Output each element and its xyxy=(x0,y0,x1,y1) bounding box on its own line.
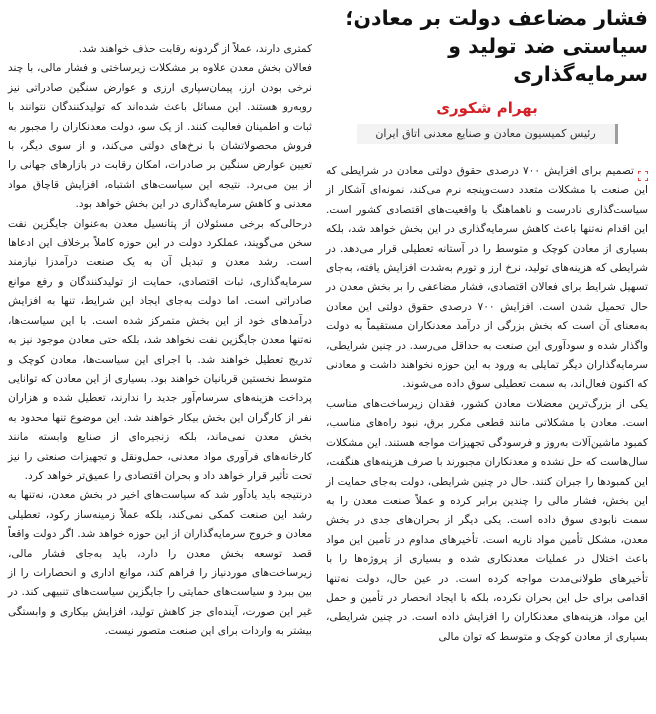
body-paragraph: فعالان بخش معدن علاوه بر مشکلات زیرساختی و فشار مالی، با چند نرخی بودن ارز، پیمان‌سپاری ارزی و عوارض سنگین صادراتی نیز روبه‌رو هستند. این مسائل باعث شده‌اند که تولیدکنندگان نتوانند با ثبات و اطمینان فعالیت کنند. از یک سو، دولت معدنکاران را مجبور به فروش محصولاتشان با نرخ‌های دولتی می‌کند، و از سوی دیگر، با تعیین عوارض سنگین بر صادرات، امکان رقابت در بازارهای جهانی را از بین می‌برد. نتیجه این سیاست‌های اشتباه، افزایش قاچاق مواد معدنی و کاهش سرمایه‌گذاری در این بخش خواهد بود. xyxy=(8,62,312,211)
headline xyxy=(326,4,648,88)
author-role: رئیس کمیسیون معادن و صنایع معدنی اتاق ایران xyxy=(357,124,618,144)
body-paragraph: کمتری دارند، عملاً از گردونه رقابت حذف خواهند شد. xyxy=(78,43,312,55)
headline-line-1: فشار مضاعف دولت بر معادن؛ xyxy=(345,6,648,30)
bracket-corner-icon xyxy=(638,166,648,176)
body-paragraph: یکی از بزرگ‌ترین معضلات معادن کشور، فقدان زیرساخت‌های مناسب است. معادن با مشکلاتی مانند قطعی مکرر برق، نبود راه‌های مناسب، کمبود ماشین‌آلات به‌روز و فرسودگی تجهیزات مواجه هستند. این مشکلات سال‌هاست که حل نشده و معدنکاران مجبورند با صرف هزینه‌های هنگفت، این کمبودها را جبران کنند. حال در چنین شرایطی، دولت به‌جای حمایت از این بخش، فشار مالی را چندین برابر کرده و عملاً صنعت معدن را به سمت نابودی سوق داده است. یکی دیگر از بحران‌های جدی در بخش معدن، مشکل تأمین مواد ناریه است. تأخیرهای مداوم در تأمین این مواد باعث اختلال در عملیات معدنکاری شده و بسیاری از پروژه‌ها را با تأخیرهای طولانی‌مدت مواجه کرده است. در عین حال، دولت نه‌تنها اقدامی برای حل این بحران نکرده، بلکه با ایجاد انحصار در تأمین و حمل این مواد، هزینه‌های معدنکاران را افزایش داده است. در چنین شرایطی، بسیاری از معادن کوچک و متوسط که توان مالی xyxy=(326,397,648,643)
headline-line-2: سیاستی ضد تولید و سرمایه‌گذاری xyxy=(448,34,648,86)
left-column xyxy=(8,40,312,642)
right-column-body xyxy=(326,162,648,647)
author-name: بهرام شکوری xyxy=(436,99,538,117)
body-paragraph: درحالی‌که برخی مسئولان از پتانسیل معدن به‌عنوان جایگزین نفت سخن می‌گویند، عملکرد دولت در این حوزه کاملاً برخلاف این ادعاها است. رشد معدن و تبدیل آن به یک صنعت درآمدزا نیازمند سرمایه‌گذاری، ثبات اقتصادی، حمایت از تولیدکنندگان و رفع موانع صادراتی است. اما دولت به‌جای ایجاد این شرایط، تنها به افزایش درآمدهای خود از این بخش متمرکز شده است. با این سیاست‌ها، نه‌تنها معدن جایگزین نفت نخواهد شد، بلکه حتی معادن موجود نیز به تدریج تعطیل خواهند شد. با اجرای این سیاست‌ها، معادن کوچک و متوسط نخستین قربانیان خواهند بود. بسیاری از این معادن که توانایی پرداخت هزینه‌های سرسام‌آور جدید را ندارند، تعطیل شده و هزاران نفر از کارگران این بخش بیکار خواهند شد. این موضوع تنها محدود به بخش معدن نمی‌ماند، بلکه زنجیره‌ای از صنایع وابسته مانند کارخانه‌های فرآوری مواد معدنی، حمل‌ونقل و تجهیزات صنعتی را نیز تحت تأثیر قرار خواهد داد و بحران اقتصادی را عمیق‌تر خواهد کرد. xyxy=(8,217,312,482)
body-paragraph: درنتیجه باید یادآور شد که سیاست‌های اخیر در بخش معدن، نه‌تنها به رشد این صنعت کمکی نمی‌کند، بلکه عملاً زمینه‌ساز رکود، تعطیلی معادن و خروج سرمایه‌گذاران از این حوزه خواهد شد. اگر دولت واقعاً قصد توسعه بخش معدن را دارد، باید به‌جای فشار مالی، زیرساخت‌های موردنیاز را فراهم کند، موانع اداری و انحصارات را از بین ببرد و سیاست‌های حمایتی را جایگزین سیاست‌های تنبیهی کند. در غیر این صورت، آینده‌ای جز کاهش تولید، افزایش بیکاری و وابستگی بیشتر به واردات برای این صنعت متصور نیست. xyxy=(8,489,312,638)
body-paragraph: تصمیم برای افزایش ۷۰۰ درصدی حقوق دولتی معادن در شرایطی که این صنعت با مشکلات متعدد دست‌وپنجه نرم می‌کند، نمونه‌ای آشکار از سیاست‌گذاری نادرست و ناهماهنگ با واقعیت‌های اقتصادی کشور است. این اقدام نه‌تنها باعث کاهش سرمایه‌گذاری در این بخش خواهد شد، بلکه بسیاری از معادن کوچک و متوسط را در آستانه تعطیلی قرار می‌دهد. در شرایطی که هزینه‌های تولید، نرخ ارز و تورم به‌شدت افزایش یافته، به‌جای تسهیل شرایط برای فعالان اقتصادی، فشار مضاعفی را بر بخش معدن در حال تحمیل شدن است. افزایش ۷۰۰ درصدی حقوق دولتی این معادن به‌معنای آن است که بخش بزرگی از درآمد معدنکاران مستقیماً به دولت واگذار شده و سودآوری این صنعت به حداقل می‌رسد. در چنین شرایطی، سرمایه‌گذاران دیگر تمایلی به ورود به این حوزه نخواهند داشت و معادنی که اکنون فعال‌اند، به سمت تعطیلی سوق داده می‌شوند. xyxy=(326,165,648,391)
right-column xyxy=(326,4,648,647)
